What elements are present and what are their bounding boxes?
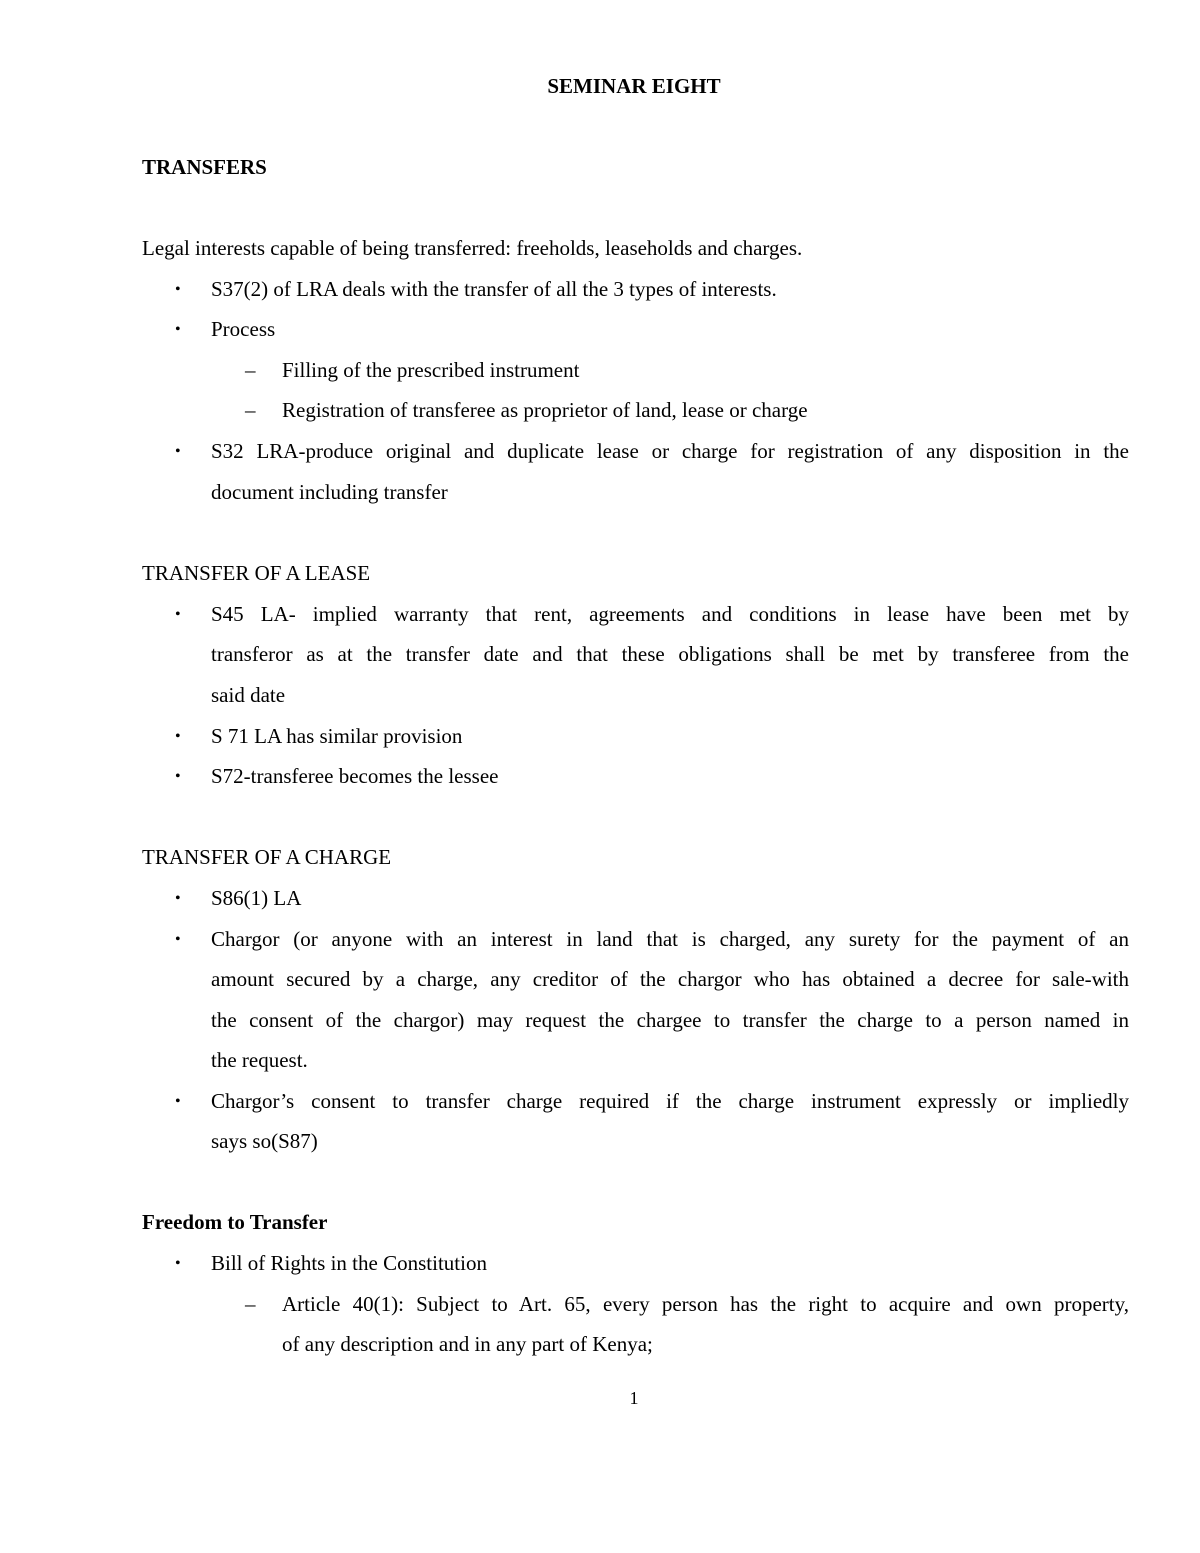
bullet-icon: • xyxy=(175,321,181,338)
list-item-continuation: amount secured by a charge, any creditor of the chargor who has obtained a decree for sale-with xyxy=(211,967,1129,991)
list-item-continuation: the consent of the chargor) may request the chargee to transfer the charge to a person named in xyxy=(211,1008,1129,1032)
heading-transfers: TRANSFERS xyxy=(142,155,267,179)
sub-list-item: Registration of transferee as proprietor of land, lease or charge xyxy=(282,398,808,422)
list-item: S86(1) LA xyxy=(211,886,302,910)
list-item: Bill of Rights in the Constitution xyxy=(211,1251,487,1275)
list-item-continuation: document including transfer xyxy=(211,480,448,504)
dash-icon: – xyxy=(245,358,256,382)
heading-freedom-to-transfer: Freedom to Transfer xyxy=(142,1210,328,1234)
bullet-icon: • xyxy=(175,728,181,745)
bullet-icon: • xyxy=(175,1093,181,1110)
dash-icon: – xyxy=(245,1292,256,1316)
list-item: Chargor’s consent to transfer charge required if the charge instrument expressly or impliedly xyxy=(211,1089,1129,1113)
heading-transfer-charge: TRANSFER OF A CHARGE xyxy=(142,845,392,869)
heading-transfer-lease: TRANSFER OF A LEASE xyxy=(142,561,371,585)
list-item: S37(2) of LRA deals with the transfer of all the 3 types of interests. xyxy=(211,277,777,301)
page-number: 1 xyxy=(629,1388,639,1408)
bullet-icon: • xyxy=(175,931,181,948)
sub-list-item: Filling of the prescribed instrument xyxy=(282,358,580,382)
list-item: Chargor (or anyone with an interest in land that is charged, any surety for the payment of an xyxy=(211,927,1129,951)
list-item: Process xyxy=(211,317,276,341)
bullet-icon: • xyxy=(175,1255,181,1272)
bullet-icon: • xyxy=(175,443,181,460)
bullet-icon: • xyxy=(175,606,181,623)
list-item: S32 LRA-produce original and duplicate lease or charge for registration of any disposition in the xyxy=(211,439,1129,463)
list-item-continuation: transferor as at the transfer date and that these obligations shall be met by transferee from the xyxy=(211,642,1129,666)
dash-icon: – xyxy=(245,398,256,422)
page-title: SEMINAR EIGHT xyxy=(547,74,721,98)
bullet-icon: • xyxy=(175,890,181,907)
bullet-icon: • xyxy=(175,281,181,298)
list-item: S72-transferee becomes the lessee xyxy=(211,764,499,788)
list-item-continuation: the request. xyxy=(211,1048,308,1072)
sub-list-item: Article 40(1): Subject to Art. 65, every person has the right to acquire and own property, xyxy=(282,1292,1129,1316)
bullet-icon: • xyxy=(175,768,181,785)
list-item: S45 LA- implied warranty that rent, agreements and conditions in lease have been met by xyxy=(211,602,1129,626)
transfers-intro: Legal interests capable of being transferred: freeholds, leaseholds and charges. xyxy=(142,236,803,260)
list-item-continuation: says so(S87) xyxy=(211,1129,318,1153)
list-item: S 71 LA has similar provision xyxy=(211,724,463,748)
list-item-continuation: said date xyxy=(211,683,286,707)
sub-list-item-continuation: of any description and in any part of Kenya; xyxy=(282,1332,653,1356)
